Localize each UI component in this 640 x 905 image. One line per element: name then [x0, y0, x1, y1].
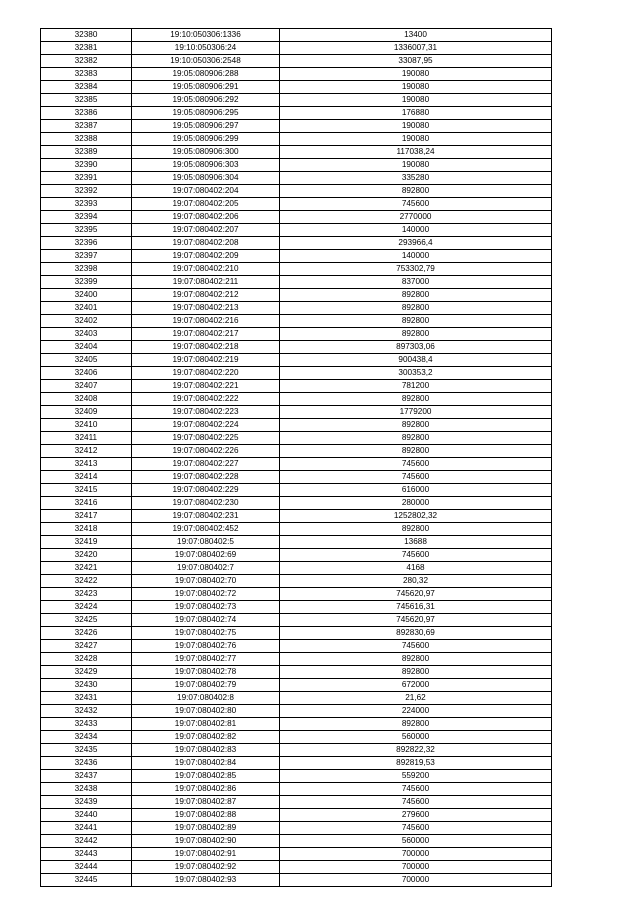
value-cell: 4168	[280, 562, 552, 575]
table-row	[41, 198, 552, 211]
row-number-cell: 32421	[41, 562, 132, 575]
table-row	[41, 406, 552, 419]
table-row	[41, 380, 552, 393]
row-number-cell: 32399	[41, 276, 132, 289]
value-cell: 190080	[280, 159, 552, 172]
cadastral-number-cell: 19:07:080402:93	[132, 874, 280, 887]
table-row	[41, 497, 552, 510]
cadastral-number-cell: 19:07:080402:5	[132, 536, 280, 549]
cadastral-number-cell: 19:07:080402:216	[132, 315, 280, 328]
table-row	[41, 224, 552, 237]
value-cell: 700000	[280, 874, 552, 887]
table-row	[41, 692, 552, 705]
row-number-cell: 32437	[41, 770, 132, 783]
value-cell: 745600	[280, 549, 552, 562]
cadastral-number-cell: 19:07:080402:70	[132, 575, 280, 588]
row-number-cell: 32412	[41, 445, 132, 458]
row-number-cell: 32385	[41, 94, 132, 107]
value-cell: 892800	[280, 445, 552, 458]
value-cell: 280000	[280, 497, 552, 510]
cadastral-number-cell: 19:07:080402:78	[132, 666, 280, 679]
row-number-cell: 32404	[41, 341, 132, 354]
row-number-cell: 32414	[41, 471, 132, 484]
value-cell: 892800	[280, 393, 552, 406]
cadastral-number-cell: 19:07:080402:212	[132, 289, 280, 302]
value-cell: 892800	[280, 666, 552, 679]
value-cell: 745600	[280, 471, 552, 484]
table-row	[41, 575, 552, 588]
table-row	[41, 796, 552, 809]
row-number-cell: 32423	[41, 588, 132, 601]
table-row	[41, 42, 552, 55]
row-number-cell: 32401	[41, 302, 132, 315]
row-number-cell: 32431	[41, 692, 132, 705]
value-cell: 190080	[280, 120, 552, 133]
row-number-cell: 32438	[41, 783, 132, 796]
table-row	[41, 185, 552, 198]
value-cell: 745600	[280, 783, 552, 796]
row-number-cell: 32432	[41, 705, 132, 718]
row-number-cell: 32386	[41, 107, 132, 120]
row-number-cell: 32441	[41, 822, 132, 835]
table-row	[41, 81, 552, 94]
value-cell: 293966,4	[280, 237, 552, 250]
row-number-cell: 32391	[41, 172, 132, 185]
table-row	[41, 614, 552, 627]
row-number-cell: 32407	[41, 380, 132, 393]
table-row	[41, 731, 552, 744]
table-row	[41, 393, 552, 406]
cadastral-number-cell: 19:05:080906:295	[132, 107, 280, 120]
row-number-cell: 32392	[41, 185, 132, 198]
table-row	[41, 848, 552, 861]
value-cell: 892830,69	[280, 627, 552, 640]
cadastral-number-cell: 19:07:080402:208	[132, 237, 280, 250]
cadastral-number-cell: 19:07:080402:73	[132, 601, 280, 614]
table-row	[41, 250, 552, 263]
table-row	[41, 107, 552, 120]
row-number-cell: 32424	[41, 601, 132, 614]
row-number-cell: 32429	[41, 666, 132, 679]
cadastral-number-cell: 19:07:080402:228	[132, 471, 280, 484]
table-row	[41, 523, 552, 536]
row-number-cell: 32394	[41, 211, 132, 224]
value-cell: 753302,79	[280, 263, 552, 276]
value-cell: 190080	[280, 68, 552, 81]
value-cell: 117038,24	[280, 146, 552, 159]
row-number-cell: 32436	[41, 757, 132, 770]
table-row	[41, 744, 552, 757]
data-table-body	[41, 29, 552, 887]
value-cell: 892800	[280, 523, 552, 536]
table-row	[41, 445, 552, 458]
value-cell: 781200	[280, 380, 552, 393]
table-row	[41, 484, 552, 497]
table-row	[41, 471, 552, 484]
row-number-cell: 32388	[41, 133, 132, 146]
value-cell: 745600	[280, 198, 552, 211]
cadastral-number-cell: 19:07:080402:80	[132, 705, 280, 718]
value-cell: 745600	[280, 822, 552, 835]
row-number-cell: 32408	[41, 393, 132, 406]
row-number-cell: 32402	[41, 315, 132, 328]
value-cell: 33087,95	[280, 55, 552, 68]
value-cell: 560000	[280, 731, 552, 744]
cadastral-number-cell: 19:07:080402:229	[132, 484, 280, 497]
table-row	[41, 705, 552, 718]
cadastral-number-cell: 19:07:080402:85	[132, 770, 280, 783]
value-cell: 280,32	[280, 575, 552, 588]
cadastral-number-cell: 19:05:080906:297	[132, 120, 280, 133]
table-row	[41, 94, 552, 107]
row-number-cell: 32400	[41, 289, 132, 302]
row-number-cell: 32384	[41, 81, 132, 94]
table-row	[41, 55, 552, 68]
cadastral-number-cell: 19:07:080402:77	[132, 653, 280, 666]
row-number-cell: 32439	[41, 796, 132, 809]
table-row	[41, 640, 552, 653]
table-row	[41, 276, 552, 289]
row-number-cell: 32419	[41, 536, 132, 549]
value-cell: 300353,2	[280, 367, 552, 380]
cadastral-number-cell: 19:07:080402:84	[132, 757, 280, 770]
value-cell: 900438,4	[280, 354, 552, 367]
value-cell: 892800	[280, 289, 552, 302]
table-row	[41, 172, 552, 185]
value-cell: 892800	[280, 315, 552, 328]
cadastral-number-cell: 19:07:080402:207	[132, 224, 280, 237]
row-number-cell: 32427	[41, 640, 132, 653]
table-row	[41, 536, 552, 549]
table-row	[41, 263, 552, 276]
table-row	[41, 835, 552, 848]
value-cell: 1252802,32	[280, 510, 552, 523]
cadastral-number-cell: 19:07:080402:219	[132, 354, 280, 367]
data-table	[40, 28, 552, 887]
row-number-cell: 32418	[41, 523, 132, 536]
row-number-cell: 32387	[41, 120, 132, 133]
cadastral-number-cell: 19:07:080402:92	[132, 861, 280, 874]
table-row	[41, 315, 552, 328]
row-number-cell: 32380	[41, 29, 132, 42]
table-row	[41, 601, 552, 614]
row-number-cell: 32393	[41, 198, 132, 211]
cadastral-number-cell: 19:05:080906:291	[132, 81, 280, 94]
table-row	[41, 29, 552, 42]
cadastral-number-cell: 19:07:080402:221	[132, 380, 280, 393]
row-number-cell: 32409	[41, 406, 132, 419]
table-row	[41, 419, 552, 432]
value-cell: 745600	[280, 796, 552, 809]
value-cell: 745600	[280, 458, 552, 471]
row-number-cell: 32381	[41, 42, 132, 55]
value-cell: 616000	[280, 484, 552, 497]
cadastral-number-cell: 19:07:080402:74	[132, 614, 280, 627]
value-cell: 892800	[280, 328, 552, 341]
value-cell: 140000	[280, 250, 552, 263]
cadastral-number-cell: 19:07:080402:7	[132, 562, 280, 575]
value-cell: 892800	[280, 185, 552, 198]
cadastral-number-cell: 19:07:080402:205	[132, 198, 280, 211]
table-row	[41, 211, 552, 224]
table-row	[41, 666, 552, 679]
row-number-cell: 32422	[41, 575, 132, 588]
cadastral-number-cell: 19:05:080906:300	[132, 146, 280, 159]
value-cell: 140000	[280, 224, 552, 237]
table-row	[41, 341, 552, 354]
cadastral-number-cell: 19:07:080402:230	[132, 497, 280, 510]
value-cell: 837000	[280, 276, 552, 289]
row-number-cell: 32416	[41, 497, 132, 510]
cadastral-number-cell: 19:07:080402:88	[132, 809, 280, 822]
row-number-cell: 32433	[41, 718, 132, 731]
row-number-cell: 32430	[41, 679, 132, 692]
cadastral-number-cell: 19:07:080402:452	[132, 523, 280, 536]
table-row	[41, 874, 552, 887]
cadastral-number-cell: 19:07:080402:83	[132, 744, 280, 757]
row-number-cell: 32403	[41, 328, 132, 341]
cadastral-number-cell: 19:07:080402:213	[132, 302, 280, 315]
value-cell: 190080	[280, 94, 552, 107]
cadastral-number-cell: 19:07:080402:81	[132, 718, 280, 731]
cadastral-number-cell: 19:05:080906:299	[132, 133, 280, 146]
table-row	[41, 718, 552, 731]
value-cell: 672000	[280, 679, 552, 692]
cadastral-number-cell: 19:07:080402:87	[132, 796, 280, 809]
row-number-cell: 32417	[41, 510, 132, 523]
cadastral-number-cell: 19:07:080402:86	[132, 783, 280, 796]
value-cell: 1336007,31	[280, 42, 552, 55]
value-cell: 892819,53	[280, 757, 552, 770]
cadastral-number-cell: 19:07:080402:75	[132, 627, 280, 640]
cadastral-number-cell: 19:07:080402:211	[132, 276, 280, 289]
cadastral-number-cell: 19:07:080402:231	[132, 510, 280, 523]
cadastral-number-cell: 19:10:050306:24	[132, 42, 280, 55]
row-number-cell: 32415	[41, 484, 132, 497]
table-row	[41, 770, 552, 783]
row-number-cell: 32390	[41, 159, 132, 172]
value-cell: 560000	[280, 835, 552, 848]
value-cell: 2770000	[280, 211, 552, 224]
row-number-cell: 32443	[41, 848, 132, 861]
table-row	[41, 289, 552, 302]
row-number-cell: 32389	[41, 146, 132, 159]
value-cell: 21,62	[280, 692, 552, 705]
value-cell: 559200	[280, 770, 552, 783]
value-cell: 13688	[280, 536, 552, 549]
row-number-cell: 32411	[41, 432, 132, 445]
table-row	[41, 510, 552, 523]
value-cell: 1779200	[280, 406, 552, 419]
value-cell: 700000	[280, 848, 552, 861]
row-number-cell: 32382	[41, 55, 132, 68]
value-cell: 335280	[280, 172, 552, 185]
cadastral-number-cell: 19:07:080402:224	[132, 419, 280, 432]
cadastral-number-cell: 19:07:080402:218	[132, 341, 280, 354]
row-number-cell: 32435	[41, 744, 132, 757]
row-number-cell: 32434	[41, 731, 132, 744]
value-cell: 13400	[280, 29, 552, 42]
table-row	[41, 861, 552, 874]
cadastral-number-cell: 19:07:080402:79	[132, 679, 280, 692]
row-number-cell: 32410	[41, 419, 132, 432]
cadastral-number-cell: 19:10:050306:1336	[132, 29, 280, 42]
table-row	[41, 146, 552, 159]
cadastral-number-cell: 19:07:080402:225	[132, 432, 280, 445]
cadastral-number-cell: 19:05:080906:288	[132, 68, 280, 81]
table-row	[41, 809, 552, 822]
row-number-cell: 32405	[41, 354, 132, 367]
table-row	[41, 783, 552, 796]
value-cell: 745620,97	[280, 614, 552, 627]
value-cell: 745620,97	[280, 588, 552, 601]
cadastral-number-cell: 19:07:080402:90	[132, 835, 280, 848]
row-number-cell: 32420	[41, 549, 132, 562]
cadastral-number-cell: 19:07:080402:69	[132, 549, 280, 562]
cadastral-number-cell: 19:07:080402:210	[132, 263, 280, 276]
cadastral-number-cell: 19:07:080402:222	[132, 393, 280, 406]
table-row	[41, 562, 552, 575]
table-row	[41, 549, 552, 562]
row-number-cell: 32406	[41, 367, 132, 380]
table-row	[41, 133, 552, 146]
row-number-cell: 32383	[41, 68, 132, 81]
cadastral-number-cell: 19:07:080402:89	[132, 822, 280, 835]
row-number-cell: 32395	[41, 224, 132, 237]
cadastral-number-cell: 19:07:080402:220	[132, 367, 280, 380]
value-cell: 892800	[280, 302, 552, 315]
value-cell: 897303,06	[280, 341, 552, 354]
table-row	[41, 679, 552, 692]
value-cell: 224000	[280, 705, 552, 718]
value-cell: 892800	[280, 718, 552, 731]
row-number-cell: 32426	[41, 627, 132, 640]
cadastral-number-cell: 19:05:080906:304	[132, 172, 280, 185]
row-number-cell: 32428	[41, 653, 132, 666]
value-cell: 892800	[280, 432, 552, 445]
value-cell: 190080	[280, 133, 552, 146]
table-row	[41, 458, 552, 471]
cadastral-number-cell: 19:05:080906:292	[132, 94, 280, 107]
table-row	[41, 354, 552, 367]
cadastral-number-cell: 19:07:080402:206	[132, 211, 280, 224]
value-cell: 892800	[280, 419, 552, 432]
table-row	[41, 757, 552, 770]
cadastral-number-cell: 19:07:080402:8	[132, 692, 280, 705]
table-row	[41, 588, 552, 601]
row-number-cell: 32425	[41, 614, 132, 627]
row-number-cell: 32413	[41, 458, 132, 471]
value-cell: 892800	[280, 653, 552, 666]
row-number-cell: 32396	[41, 237, 132, 250]
row-number-cell: 32398	[41, 263, 132, 276]
cadastral-number-cell: 19:07:080402:217	[132, 328, 280, 341]
value-cell: 700000	[280, 861, 552, 874]
cadastral-number-cell: 19:07:080402:91	[132, 848, 280, 861]
table-row	[41, 367, 552, 380]
cadastral-number-cell: 19:07:080402:223	[132, 406, 280, 419]
row-number-cell: 32445	[41, 874, 132, 887]
cadastral-number-cell: 19:07:080402:226	[132, 445, 280, 458]
value-cell: 892822,32	[280, 744, 552, 757]
cadastral-number-cell: 19:07:080402:72	[132, 588, 280, 601]
row-number-cell: 32397	[41, 250, 132, 263]
row-number-cell: 32442	[41, 835, 132, 848]
value-cell: 190080	[280, 81, 552, 94]
value-cell: 279600	[280, 809, 552, 822]
table-row	[41, 653, 552, 666]
table-row	[41, 627, 552, 640]
cadastral-number-cell: 19:07:080402:227	[132, 458, 280, 471]
cadastral-number-cell: 19:07:080402:204	[132, 185, 280, 198]
value-cell: 745600	[280, 640, 552, 653]
table-row	[41, 432, 552, 445]
cadastral-number-cell: 19:10:050306:2548	[132, 55, 280, 68]
cadastral-number-cell: 19:05:080906:303	[132, 159, 280, 172]
cadastral-number-cell: 19:07:080402:76	[132, 640, 280, 653]
table-row	[41, 237, 552, 250]
table-row	[41, 159, 552, 172]
table-row	[41, 302, 552, 315]
table-row	[41, 68, 552, 81]
table-row	[41, 822, 552, 835]
table-row	[41, 328, 552, 341]
row-number-cell: 32444	[41, 861, 132, 874]
value-cell: 745616,31	[280, 601, 552, 614]
value-cell: 176880	[280, 107, 552, 120]
row-number-cell: 32440	[41, 809, 132, 822]
cadastral-number-cell: 19:07:080402:209	[132, 250, 280, 263]
cadastral-number-cell: 19:07:080402:82	[132, 731, 280, 744]
table-row	[41, 120, 552, 133]
